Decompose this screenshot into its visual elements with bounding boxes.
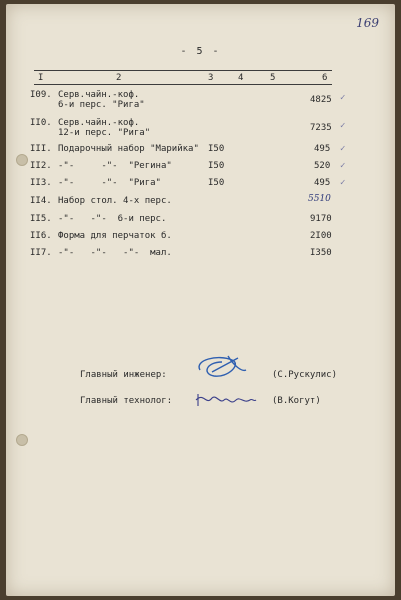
row-name: -"- -"- 6-и перс.: [58, 214, 167, 224]
col-header: 3: [208, 73, 214, 83]
row-name-cont: 6-и перс. "Рига": [58, 100, 145, 110]
check-mark-icon: ✓: [340, 144, 346, 154]
row-number: II3.: [30, 178, 52, 188]
row-qty: I50: [208, 178, 225, 188]
check-mark-icon: ✓: [340, 178, 346, 188]
signature-title: Главный инженер:: [80, 370, 167, 380]
col-header: 4: [238, 73, 244, 83]
row-number: II0.: [30, 118, 52, 128]
row-value: 5510: [308, 194, 331, 204]
signature-scribble-icon: [192, 350, 248, 384]
table-top-rule: [34, 70, 332, 71]
col-header: I: [38, 73, 44, 83]
row-qty: I50: [208, 144, 225, 154]
row-value: I350: [310, 248, 332, 258]
col-header: 2: [116, 73, 122, 83]
row-name: Подарочный набор "Марийка": [58, 144, 199, 154]
signature-title: Главный технолог:: [80, 396, 173, 406]
document-page: [6, 4, 395, 596]
row-value: 495: [314, 144, 331, 154]
punch-hole: [16, 434, 28, 446]
row-name: -"- -"- "Регина": [58, 161, 172, 171]
check-mark-icon: ✓: [340, 93, 346, 103]
row-name: -"- -"- "Рига": [58, 178, 161, 188]
row-value: 495: [314, 178, 331, 188]
row-name: Серв.чайн.-коф.: [58, 90, 140, 100]
col-header: 5: [270, 73, 276, 83]
row-number: III.: [30, 144, 52, 154]
row-name: -"- -"- -"- мал.: [58, 248, 172, 258]
row-value: 7235: [310, 123, 332, 133]
row-number: II4.: [30, 196, 52, 206]
signatory-name: (С.Рускулис): [272, 370, 338, 380]
row-number: II7.: [30, 248, 52, 258]
col-header: 6: [322, 73, 328, 83]
row-qty: I50: [208, 161, 225, 171]
row-value: 2I00: [310, 231, 332, 241]
check-mark-icon: ✓: [340, 121, 346, 131]
punch-hole: [16, 154, 28, 166]
row-number: II6.: [30, 231, 52, 241]
row-value: 4825: [310, 95, 332, 105]
signatory-name: (В.Когут): [272, 396, 321, 406]
row-name: Форма для перчаток б.: [58, 231, 172, 241]
folio-number: 169: [356, 16, 379, 30]
row-value: 9170: [310, 214, 332, 224]
page-number: - 5 -: [180, 46, 221, 57]
row-name: Набор стол. 4-х перс.: [58, 196, 172, 206]
row-name-cont: 12-и перс. "Рига": [58, 128, 151, 138]
row-number: I09.: [30, 90, 52, 100]
table-header-rule: [34, 84, 332, 85]
row-value: 520: [314, 161, 331, 171]
row-number: II5.: [30, 214, 52, 224]
row-number: II2.: [30, 161, 52, 171]
row-name: Серв.чайн.-коф.: [58, 118, 140, 128]
check-mark-icon: ✓: [340, 161, 346, 171]
signature-scribble-icon: [194, 388, 258, 410]
